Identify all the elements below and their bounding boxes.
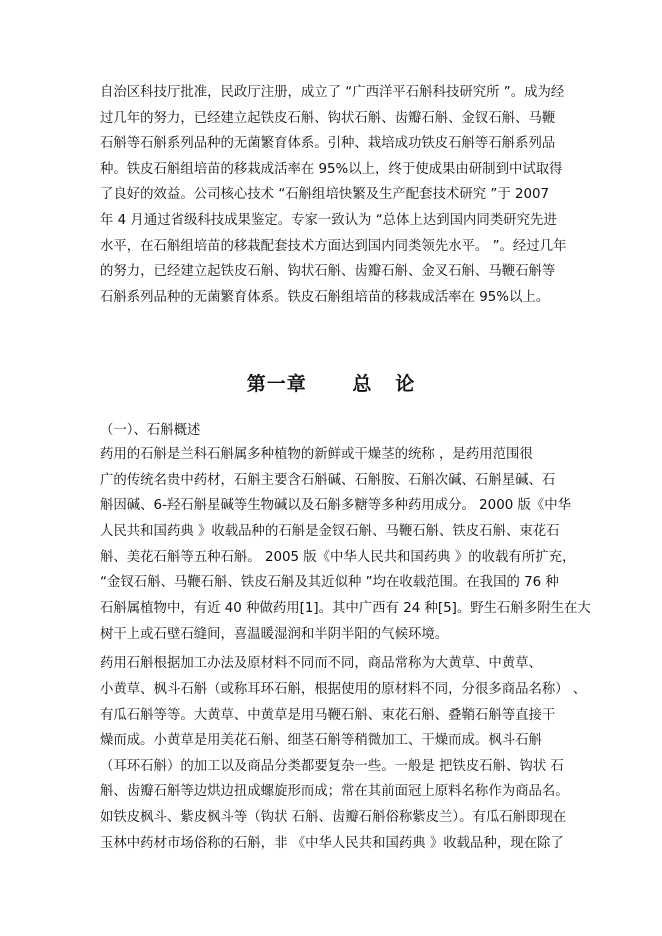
text-line: 燥而成。小黄草是用美花石斛、细茎石斛等稍微加工、干燥而成。枫斗石斛 [100,733,542,748]
text-line: 年 4 月通过省级科技成果鉴定。专家一致认为 “总体上达到国内同类研究先进 [100,213,557,228]
text-line: 药用的石斛是兰科石斛属多种植物的新鲜或干燥茎的统称 ，是药用范围很 [100,447,533,462]
text-line: 树干上或石壁石缝间，喜温暖湿润和半阴半阳的气候环境。 [100,627,449,642]
text-line: 过几年的努力，已经建立起铁皮石斛、钩状石斛、齿瓣石斛、金钗石斛、马鞭 [100,111,556,126]
text-line: 斛、齿瓣石斛等边烘边扭成螺旋形而成；常在其前面冠上原料名称作为商品名。 [100,784,569,799]
text-line: 了良好的效益。公司核心技术 “石斛组培快繁及生产配套技术研究 ”于 2007 [100,187,550,202]
text-line: 小黄草、枫斗石斛（或称耳环石斛，根据使用的原材料不同，分很多商品名称） 、 [100,682,587,697]
text-line: （耳环石斛）的加工以及商品分类都要复杂一些。一般是 把铁皮石斛、钩状 石 [100,759,564,774]
text-line: 石斛属植物中，有近 40 种做药用[1]。其中广西有 24 种[5]。野生石斛多附生在大 [100,601,591,616]
text-line: 石斛系列品种的无菌繁育体系。铁皮石斛组培苗的移栽成活率在 95%以上。 [100,290,550,305]
text-line: 水平，在石斛组培苗的移栽配套技术方面达到国内同类领先水平。 ”。经过几年 [100,239,567,254]
text-line: 石斛等石斛系列品种的无菌繁育体系。引种、栽培成功铁皮石斛等石斛系列品 [100,136,556,151]
text-line: 有瓜石斛等等。大黄草、中黄草是用马鞭石斛、束花石斛、叠鞘石斛等直接干 [100,708,556,723]
text-line: 人民共和国药典 》收载品种的石斛是金钗石斛、马鞭石斛、铁皮石斛、束花石 [100,524,560,539]
text-line: 种。铁皮石斛组培苗的移栽成活率在 95%以上，终于使成果由研制到中试取得 [100,162,563,177]
section-heading: （一）、石斛概述 [100,423,201,438]
chapter-title: 第一章 总 论 [246,373,416,395]
text-line: 斛、美花石斛等五种石斛。 2005 版《中华人民共和国药典 》的收载有所扩充， [100,550,576,565]
text-line: 广的传统名贵中药材，石斛主要含石斛碱、石斛胺、石斛次碱、石斛星碱、石 [100,473,556,488]
text-line: “金钗石斛、马鞭石斛、铁皮石斛及其近似种 ”均在收载范围。在我国的 76 种 [100,575,559,590]
text-line: 斛因碱、6-羟石斛星碱等生物碱以及石斛多糖等多种药用成分。 2000 版《中华 [100,498,572,513]
text-line: 自治区科技厅批准，民政厅注册，成立了 “广西洋平石斛科技研究所 ”。成为经 [100,85,565,100]
text-line: 药用石斛根据加工办法及原材料不同而不同，商品常称为大黄草、中黄草、 [100,656,542,671]
text-line: 玉林中药材市场俗称的石斛，非 《中华人民共和国药典 》收载品种，现在除了 [100,836,564,851]
text-line: 如铁皮枫斗、紫皮枫斗等（钩状 石斛、齿瓣石斛俗称紫皮兰）。有瓜石斛即现在 [100,810,567,825]
text-line: 的努力，已经建立起铁皮石斛、钩状石斛、齿瓣石斛、金叉石斛、马鞭石斛等 [100,264,556,279]
